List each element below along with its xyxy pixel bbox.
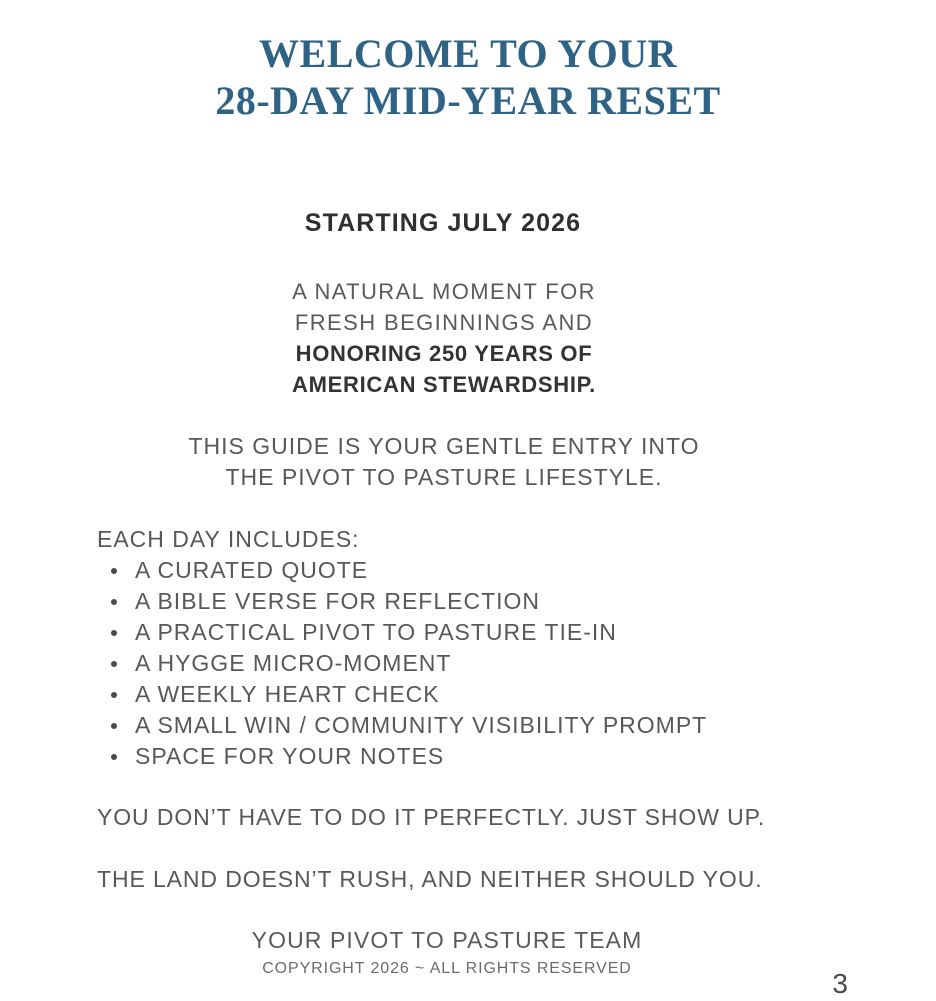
list-item-label: A WEEKLY HEART CHECK (135, 681, 440, 707)
list-item-label: A HYGGE MICRO-MOMENT (135, 650, 452, 676)
page-title (0, 30, 936, 124)
list-item-label: A CURATED QUOTE (135, 557, 369, 583)
intro-stanza-line-2: FRESH BEGINNINGS AND (294, 310, 594, 335)
closing-line-2: THE LAND DOESN’T RUSH, AND NEITHER SHOULD YOU. (97, 866, 763, 892)
closing-line-2-block (97, 864, 877, 895)
each-day-includes-list (97, 555, 857, 772)
list-item (97, 617, 857, 648)
bullet-dot-icon (111, 599, 117, 605)
intro-stanza (0, 276, 888, 400)
intro-stanza-line-1: A NATURAL MOMENT FOR (292, 279, 596, 304)
list-item-label: A SMALL WIN / COMMUNITY VISIBILITY PROMPT (135, 712, 708, 738)
page-number: 3 (832, 968, 848, 999)
intro-stanza-line-3: HONORING 250 YEARS OF (295, 341, 593, 366)
bullet-dot-icon (111, 754, 117, 760)
guide-stanza (0, 431, 888, 493)
page-title-line-2: 28-DAY MID-YEAR RESET (215, 78, 721, 123)
signature-team: YOUR PIVOT TO PASTURE TEAM (251, 927, 643, 953)
list-item-label: A PRACTICAL PIVOT TO PASTURE TIE-IN (135, 619, 617, 645)
bullet-dot-icon (111, 568, 117, 574)
copyright-notice: COPYRIGHT 2026 ~ ALL RIGHTS RESERVED (262, 960, 632, 977)
list-item (97, 648, 857, 679)
each-day-includes-block (97, 524, 857, 772)
bullet-dot-icon (111, 723, 117, 729)
guide-stanza-line-1: THIS GUIDE IS YOUR GENTLE ENTRY INTO (188, 433, 700, 459)
list-item (97, 710, 857, 741)
list-item (97, 555, 857, 586)
list-item (97, 586, 857, 617)
bullet-dot-icon (111, 692, 117, 698)
guide-stanza-line-2: THE PIVOT TO PASTURE LIFESTYLE. (225, 464, 663, 490)
closing-line-1-block (97, 802, 877, 833)
intro-stanza-line-4: AMERICAN STEWARDSHIP. (292, 372, 596, 397)
closing-line-1: YOU DON’T HAVE TO DO IT PERFECTLY. JUST SHOW UP. (97, 804, 766, 830)
bullet-dot-icon (111, 630, 117, 636)
list-heading: EACH DAY INCLUDES: (97, 526, 360, 552)
starting-date-heading: STARTING JULY 2026 (304, 209, 582, 237)
list-item (97, 741, 857, 772)
list-item-label: SPACE FOR YOUR NOTES (135, 743, 445, 769)
list-item-label: A BIBLE VERSE FOR REFLECTION (135, 588, 541, 614)
signature-block (0, 926, 894, 980)
bullet-dot-icon (111, 661, 117, 667)
list-item (97, 679, 857, 710)
page-title-line-1: WELCOME TO YOUR (259, 31, 677, 76)
